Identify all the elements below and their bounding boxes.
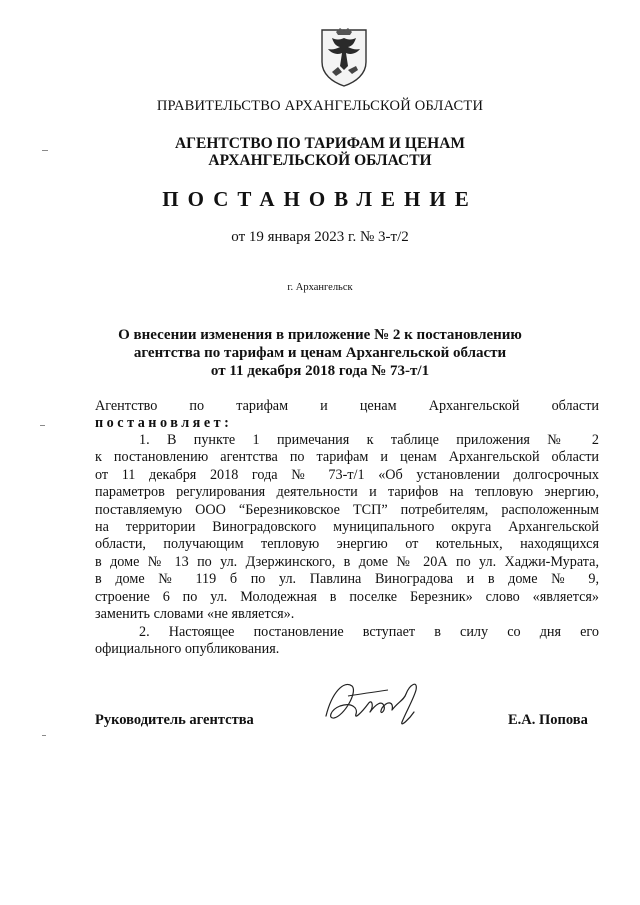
document-title-line-3: от 11 декабря 2018 года № 73-т/1 bbox=[210, 363, 430, 379]
paragraph-1-line: в доме № 119 б по ул. Павлина Виноградова и в доме № 9, bbox=[95, 571, 599, 588]
paragraph-1-line: от 11 декабря 2018 года № 73-т/1 «Об установлении долгосрочных bbox=[95, 466, 599, 483]
paragraph-1-line: области, получающим тепловую энергию от котельных, находящихся bbox=[95, 536, 599, 553]
body-resolves-word: постановляет: bbox=[95, 415, 233, 431]
agency-name-line-2: АРХАНГЕЛЬСКОЙ ОБЛАСТИ bbox=[208, 152, 432, 169]
paragraph-1-line: заменить словами «не является». bbox=[95, 606, 295, 623]
document-date-number: от 19 января 2023 г. № 3-т/2 bbox=[231, 229, 409, 245]
agency-name-line-1: АГЕНТСТВО ПО ТАРИФАМ И ЦЕНАМ bbox=[174, 135, 466, 152]
paragraph-1-line: строение 6 по ул. Молодежная в поселке Березник» слово «является» bbox=[95, 588, 599, 605]
paragraph-1 bbox=[95, 432, 599, 623]
signatory-position: Руководитель агентства bbox=[95, 712, 254, 728]
paragraph-1-line: поставляемую ООО “Березниковское ТСП” потребителям, расположенным bbox=[95, 501, 599, 518]
body-agency-line: Агентство по тарифам и ценам Архангельской области bbox=[95, 398, 599, 414]
paragraph-1-line: в доме № 13 по ул. Дзержинского, в доме № 20А по ул. Хаджи-Мурата, bbox=[95, 553, 599, 570]
paragraph-1-line: 1. В пункте 1 примечания к таблице приложения № 2 bbox=[139, 432, 599, 448]
document-type: ПОСТАНОВЛЕНИЕ bbox=[162, 187, 478, 211]
paragraph-1-line: на территории Виноградовского муниципального округа Архангельской bbox=[95, 519, 599, 536]
document-title-line-1: О внесении изменения в приложение № 2 к постановлению bbox=[118, 327, 522, 343]
scan-mark bbox=[40, 425, 45, 426]
paragraph-1-line: параметров регулирования деятельности и тарифов на тепловую энергию, bbox=[95, 484, 599, 501]
government-name: ПРАВИТЕЛЬСТВО АРХАНГЕЛЬСКОЙ ОБЛАСТИ bbox=[156, 98, 484, 114]
document-title-line-2: агентства по тарифам и ценам Архангельской области bbox=[133, 345, 507, 361]
paragraph-2 bbox=[95, 624, 599, 659]
coat-of-arms-icon bbox=[318, 26, 370, 88]
scan-mark bbox=[42, 150, 48, 151]
scan-mark bbox=[42, 735, 46, 736]
paragraph-2-line: 2. Настоящее постановление вступает в силу со дня его bbox=[139, 624, 599, 640]
document-city: г. Архангельск bbox=[287, 282, 353, 293]
handwritten-signature-icon bbox=[318, 672, 438, 732]
paragraph-1-line: к постановлению агентства по тарифам и ценам Архангельской области bbox=[95, 449, 599, 466]
signatory-name: Е.А. Попова bbox=[508, 712, 588, 728]
paragraph-2-line: официального опубликования. bbox=[95, 641, 280, 658]
